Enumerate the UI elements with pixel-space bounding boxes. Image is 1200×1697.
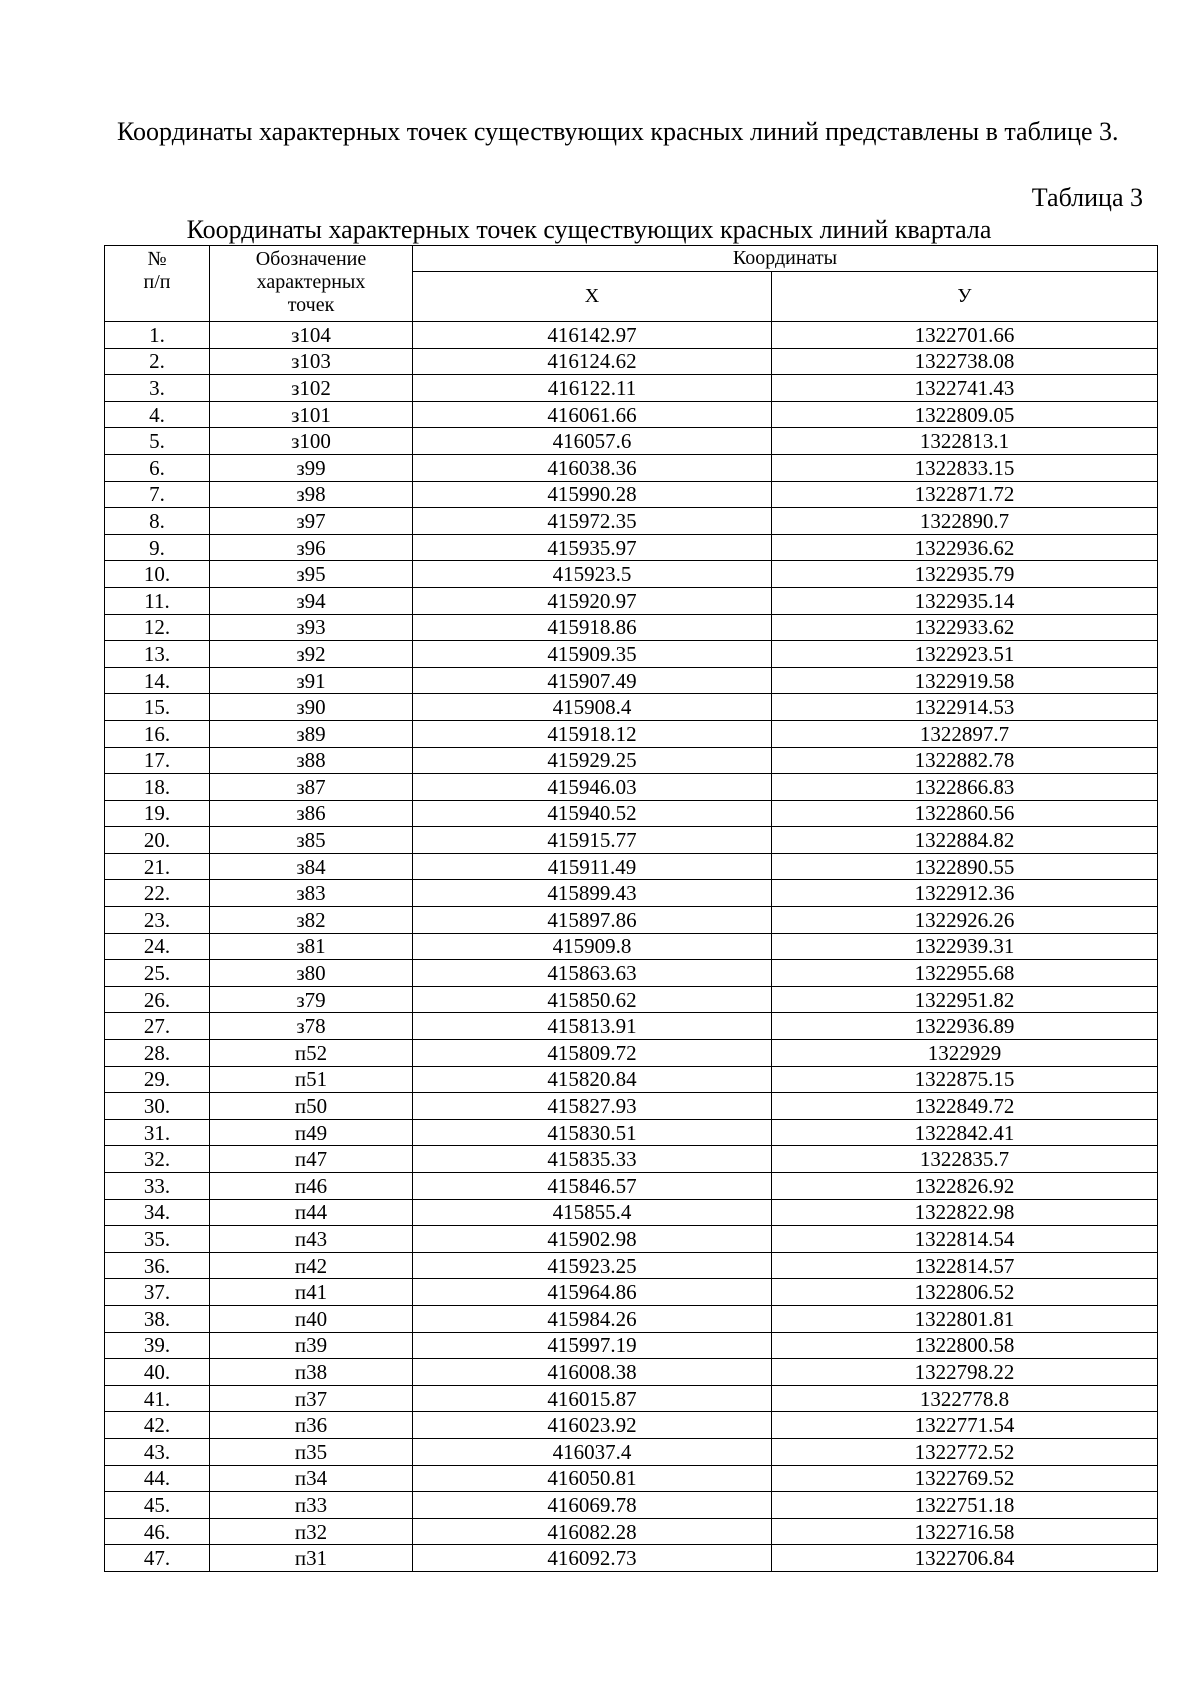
table-row [105, 401, 1158, 428]
table-row [105, 322, 1158, 349]
coordinates-table [104, 245, 1158, 1572]
row-number-cell: 3. [105, 375, 210, 402]
table-row [105, 1412, 1158, 1439]
x-coordinate-cell: 415920.97 [413, 587, 772, 614]
x-coordinate-cell: 415909.8 [413, 933, 772, 960]
point-designation-cell: з92 [210, 641, 413, 668]
y-coordinate-cell: 1322801.81 [772, 1305, 1158, 1332]
table-row [105, 800, 1158, 827]
row-number-cell: 46. [105, 1518, 210, 1545]
y-coordinate-cell: 1322935.79 [772, 561, 1158, 588]
y-coordinate-cell: 1322919.58 [772, 667, 1158, 694]
row-number-cell: 9. [105, 534, 210, 561]
y-coordinate-cell: 1322897.7 [772, 720, 1158, 747]
x-coordinate-cell: 416122.11 [413, 375, 772, 402]
x-coordinate-cell: 415929.25 [413, 747, 772, 774]
point-designation-cell: п38 [210, 1359, 413, 1386]
x-coordinate-cell: 415827.93 [413, 1093, 772, 1120]
y-coordinate-cell: 1322738.08 [772, 348, 1158, 375]
point-designation-cell: п41 [210, 1279, 413, 1306]
row-number-cell: 13. [105, 641, 210, 668]
table-row [105, 1119, 1158, 1146]
x-coordinate-cell: 415918.12 [413, 720, 772, 747]
y-coordinate-cell: 1322798.22 [772, 1359, 1158, 1386]
table-body [105, 322, 1158, 1572]
x-coordinate-cell: 415918.86 [413, 614, 772, 641]
table-row [105, 1013, 1158, 1040]
y-coordinate-cell: 1322800.58 [772, 1332, 1158, 1359]
y-coordinate-cell: 1322933.62 [772, 614, 1158, 641]
point-designation-cell: з84 [210, 853, 413, 880]
x-coordinate-cell: 415813.91 [413, 1013, 772, 1040]
y-coordinate-cell: 1322806.52 [772, 1279, 1158, 1306]
row-number-cell: 19. [105, 800, 210, 827]
row-number-cell: 45. [105, 1492, 210, 1519]
x-coordinate-cell: 415911.49 [413, 853, 772, 880]
y-coordinate-cell: 1322809.05 [772, 401, 1158, 428]
row-number-cell: 17. [105, 747, 210, 774]
point-designation-cell: п49 [210, 1119, 413, 1146]
point-designation-cell: п43 [210, 1226, 413, 1253]
point-designation-cell: п34 [210, 1465, 413, 1492]
y-coordinate-cell: 1322890.55 [772, 853, 1158, 880]
header-number [105, 246, 210, 322]
row-number-cell: 42. [105, 1412, 210, 1439]
table-row [105, 1040, 1158, 1067]
row-number-cell: 24. [105, 933, 210, 960]
row-number-cell: 4. [105, 401, 210, 428]
point-designation-cell: п32 [210, 1518, 413, 1545]
row-number-cell: 41. [105, 1385, 210, 1412]
y-coordinate-cell: 1322813.1 [772, 428, 1158, 455]
row-number-cell: 32. [105, 1146, 210, 1173]
row-number-cell: 16. [105, 720, 210, 747]
row-number-cell: 1. [105, 322, 210, 349]
point-designation-cell: п39 [210, 1332, 413, 1359]
x-coordinate-cell: 415923.25 [413, 1252, 772, 1279]
table-row [105, 1279, 1158, 1306]
x-coordinate-cell: 416124.62 [413, 348, 772, 375]
row-number-cell: 6. [105, 454, 210, 481]
table-row [105, 880, 1158, 907]
table-row [105, 1305, 1158, 1332]
y-coordinate-cell: 1322772.52 [772, 1438, 1158, 1465]
row-number-cell: 30. [105, 1093, 210, 1120]
x-coordinate-cell: 415809.72 [413, 1040, 772, 1067]
point-designation-cell: з88 [210, 747, 413, 774]
table-row [105, 1545, 1158, 1572]
header-x: X [413, 272, 772, 322]
point-designation-cell: з94 [210, 587, 413, 614]
point-designation-cell: з99 [210, 454, 413, 481]
x-coordinate-cell: 416061.66 [413, 401, 772, 428]
point-designation-cell: з90 [210, 694, 413, 721]
row-number-cell: 40. [105, 1359, 210, 1386]
table-row [105, 747, 1158, 774]
table-row [105, 1465, 1158, 1492]
row-number-cell: 25. [105, 960, 210, 987]
table-row [105, 614, 1158, 641]
row-number-cell: 21. [105, 853, 210, 880]
table-row [105, 667, 1158, 694]
y-coordinate-cell: 1322936.62 [772, 534, 1158, 561]
point-designation-cell: п50 [210, 1093, 413, 1120]
table-row [105, 1173, 1158, 1200]
row-number-cell: 33. [105, 1173, 210, 1200]
header-designation-line3: точек [287, 294, 335, 316]
x-coordinate-cell: 415935.97 [413, 534, 772, 561]
row-number-cell: 5. [105, 428, 210, 455]
x-coordinate-cell: 415835.33 [413, 1146, 772, 1173]
row-number-cell: 18. [105, 774, 210, 801]
row-number-cell: 26. [105, 986, 210, 1013]
row-number-cell: 22. [105, 880, 210, 907]
y-coordinate-cell: 1322951.82 [772, 986, 1158, 1013]
x-coordinate-cell: 416015.87 [413, 1385, 772, 1412]
x-coordinate-cell: 415984.26 [413, 1305, 772, 1332]
y-coordinate-cell: 1322741.43 [772, 375, 1158, 402]
table-row [105, 534, 1158, 561]
point-designation-cell: з103 [210, 348, 413, 375]
x-coordinate-cell: 415972.35 [413, 508, 772, 535]
y-coordinate-cell: 1322706.84 [772, 1545, 1158, 1572]
point-designation-cell: п33 [210, 1492, 413, 1519]
header-number-line2: п/п [143, 271, 171, 293]
x-coordinate-cell: 415846.57 [413, 1173, 772, 1200]
table-row [105, 774, 1158, 801]
x-coordinate-cell: 415908.4 [413, 694, 772, 721]
table-row [105, 454, 1158, 481]
intro-paragraph: Координаты характерных точек существующих красных линий представлены в таблице 3. [117, 117, 1119, 146]
row-number-cell: 12. [105, 614, 210, 641]
x-coordinate-cell: 415907.49 [413, 667, 772, 694]
point-designation-cell: з82 [210, 907, 413, 934]
row-number-cell: 15. [105, 694, 210, 721]
table-row [105, 1359, 1158, 1386]
y-coordinate-cell: 1322935.14 [772, 587, 1158, 614]
point-designation-cell: п35 [210, 1438, 413, 1465]
y-coordinate-cell: 1322882.78 [772, 747, 1158, 774]
table-row [105, 907, 1158, 934]
point-designation-cell: з85 [210, 827, 413, 854]
table-row [105, 1492, 1158, 1519]
row-number-cell: 38. [105, 1305, 210, 1332]
point-designation-cell: з95 [210, 561, 413, 588]
table-row [105, 1066, 1158, 1093]
table-row [105, 694, 1158, 721]
x-coordinate-cell: 416037.4 [413, 1438, 772, 1465]
point-designation-cell: з98 [210, 481, 413, 508]
table-row [105, 348, 1158, 375]
row-number-cell: 20. [105, 827, 210, 854]
y-coordinate-cell: 1322814.57 [772, 1252, 1158, 1279]
x-coordinate-cell: 415997.19 [413, 1332, 772, 1359]
x-coordinate-cell: 415850.62 [413, 986, 772, 1013]
x-coordinate-cell: 416142.97 [413, 322, 772, 349]
table-row [105, 1385, 1158, 1412]
point-designation-cell: п36 [210, 1412, 413, 1439]
row-number-cell: 35. [105, 1226, 210, 1253]
point-designation-cell: з91 [210, 667, 413, 694]
table-row [105, 960, 1158, 987]
header-number-line1: № [147, 248, 167, 270]
table-row [105, 481, 1158, 508]
point-designation-cell: з78 [210, 1013, 413, 1040]
table-row [105, 587, 1158, 614]
x-coordinate-cell: 415964.86 [413, 1279, 772, 1306]
x-coordinate-cell: 415899.43 [413, 880, 772, 907]
header-y: У [772, 272, 1158, 322]
point-designation-cell: з80 [210, 960, 413, 987]
point-designation-cell: з87 [210, 774, 413, 801]
x-coordinate-cell: 416082.28 [413, 1518, 772, 1545]
y-coordinate-cell: 1322939.31 [772, 933, 1158, 960]
y-coordinate-cell: 1322771.54 [772, 1412, 1158, 1439]
y-coordinate-cell: 1322778.8 [772, 1385, 1158, 1412]
row-number-cell: 44. [105, 1465, 210, 1492]
y-coordinate-cell: 1322923.51 [772, 641, 1158, 668]
y-coordinate-cell: 1322814.54 [772, 1226, 1158, 1253]
x-coordinate-cell: 415946.03 [413, 774, 772, 801]
header-designation [210, 246, 413, 322]
row-number-cell: 7. [105, 481, 210, 508]
table-row [105, 720, 1158, 747]
point-designation-cell: п31 [210, 1545, 413, 1572]
point-designation-cell: п44 [210, 1199, 413, 1226]
row-number-cell: 14. [105, 667, 210, 694]
point-designation-cell: з89 [210, 720, 413, 747]
row-number-cell: 23. [105, 907, 210, 934]
table-row [105, 1226, 1158, 1253]
table-row [105, 1252, 1158, 1279]
point-designation-cell: з97 [210, 508, 413, 535]
point-designation-cell: з79 [210, 986, 413, 1013]
point-designation-cell: з86 [210, 800, 413, 827]
table-row [105, 1146, 1158, 1173]
x-coordinate-cell: 416038.36 [413, 454, 772, 481]
x-coordinate-cell: 415923.5 [413, 561, 772, 588]
y-coordinate-cell: 1322849.72 [772, 1093, 1158, 1120]
y-coordinate-cell: 1322890.7 [772, 508, 1158, 535]
x-coordinate-cell: 415915.77 [413, 827, 772, 854]
header-designation-line2: характерных [256, 271, 366, 293]
table-row [105, 508, 1158, 535]
point-designation-cell: п42 [210, 1252, 413, 1279]
y-coordinate-cell: 1322860.56 [772, 800, 1158, 827]
x-coordinate-cell: 415909.35 [413, 641, 772, 668]
header-coordinates: Координаты [413, 246, 1158, 272]
y-coordinate-cell: 1322955.68 [772, 960, 1158, 987]
row-number-cell: 43. [105, 1438, 210, 1465]
point-designation-cell: п51 [210, 1066, 413, 1093]
point-designation-cell: з83 [210, 880, 413, 907]
y-coordinate-cell: 1322835.7 [772, 1146, 1158, 1173]
y-coordinate-cell: 1322884.82 [772, 827, 1158, 854]
y-coordinate-cell: 1322875.15 [772, 1066, 1158, 1093]
row-number-cell: 29. [105, 1066, 210, 1093]
point-designation-cell: з96 [210, 534, 413, 561]
x-coordinate-cell: 415897.86 [413, 907, 772, 934]
y-coordinate-cell: 1322826.92 [772, 1173, 1158, 1200]
table-row [105, 1093, 1158, 1120]
row-number-cell: 27. [105, 1013, 210, 1040]
y-coordinate-cell: 1322914.53 [772, 694, 1158, 721]
y-coordinate-cell: 1322716.58 [772, 1518, 1158, 1545]
table-row [105, 1332, 1158, 1359]
x-coordinate-cell: 416057.6 [413, 428, 772, 455]
point-designation-cell: п37 [210, 1385, 413, 1412]
header-designation-line1: Обозначение [255, 248, 367, 270]
y-coordinate-cell: 1322936.89 [772, 1013, 1158, 1040]
x-coordinate-cell: 415902.98 [413, 1226, 772, 1253]
table-row [105, 1438, 1158, 1465]
point-designation-cell: з104 [210, 322, 413, 349]
y-coordinate-cell: 1322842.41 [772, 1119, 1158, 1146]
row-number-cell: 47. [105, 1545, 210, 1572]
x-coordinate-cell: 415940.52 [413, 800, 772, 827]
point-designation-cell: з102 [210, 375, 413, 402]
table-row [105, 853, 1158, 880]
y-coordinate-cell: 1322866.83 [772, 774, 1158, 801]
table-title: Координаты характерных точек существующих красных линий квартала [186, 215, 992, 244]
row-number-cell: 37. [105, 1279, 210, 1306]
x-coordinate-cell: 416008.38 [413, 1359, 772, 1386]
x-coordinate-cell: 415820.84 [413, 1066, 772, 1093]
row-number-cell: 11. [105, 587, 210, 614]
x-coordinate-cell: 415830.51 [413, 1119, 772, 1146]
y-coordinate-cell: 1322769.52 [772, 1465, 1158, 1492]
row-number-cell: 10. [105, 561, 210, 588]
row-number-cell: 8. [105, 508, 210, 535]
y-coordinate-cell: 1322871.72 [772, 481, 1158, 508]
x-coordinate-cell: 415990.28 [413, 481, 772, 508]
x-coordinate-cell: 416023.92 [413, 1412, 772, 1439]
row-number-cell: 34. [105, 1199, 210, 1226]
point-designation-cell: п52 [210, 1040, 413, 1067]
point-designation-cell: з81 [210, 933, 413, 960]
x-coordinate-cell: 415855.4 [413, 1199, 772, 1226]
table-row [105, 375, 1158, 402]
point-designation-cell: з101 [210, 401, 413, 428]
table-row [105, 827, 1158, 854]
table-row [105, 428, 1158, 455]
row-number-cell: 2. [105, 348, 210, 375]
table-row [105, 561, 1158, 588]
table-row [105, 1518, 1158, 1545]
table-number: Таблица 3 [1031, 183, 1143, 212]
y-coordinate-cell: 1322822.98 [772, 1199, 1158, 1226]
y-coordinate-cell: 1322929 [772, 1040, 1158, 1067]
table-row [105, 986, 1158, 1013]
point-designation-cell: з100 [210, 428, 413, 455]
x-coordinate-cell: 416069.78 [413, 1492, 772, 1519]
y-coordinate-cell: 1322751.18 [772, 1492, 1158, 1519]
row-number-cell: 36. [105, 1252, 210, 1279]
table-row [105, 641, 1158, 668]
row-number-cell: 28. [105, 1040, 210, 1067]
point-designation-cell: п40 [210, 1305, 413, 1332]
point-designation-cell: п46 [210, 1173, 413, 1200]
row-number-cell: 31. [105, 1119, 210, 1146]
x-coordinate-cell: 416092.73 [413, 1545, 772, 1572]
y-coordinate-cell: 1322701.66 [772, 322, 1158, 349]
row-number-cell: 39. [105, 1332, 210, 1359]
y-coordinate-cell: 1322926.26 [772, 907, 1158, 934]
y-coordinate-cell: 1322912.36 [772, 880, 1158, 907]
x-coordinate-cell: 415863.63 [413, 960, 772, 987]
x-coordinate-cell: 416050.81 [413, 1465, 772, 1492]
table-row [105, 933, 1158, 960]
table-row [105, 1199, 1158, 1226]
point-designation-cell: п47 [210, 1146, 413, 1173]
y-coordinate-cell: 1322833.15 [772, 454, 1158, 481]
point-designation-cell: з93 [210, 614, 413, 641]
